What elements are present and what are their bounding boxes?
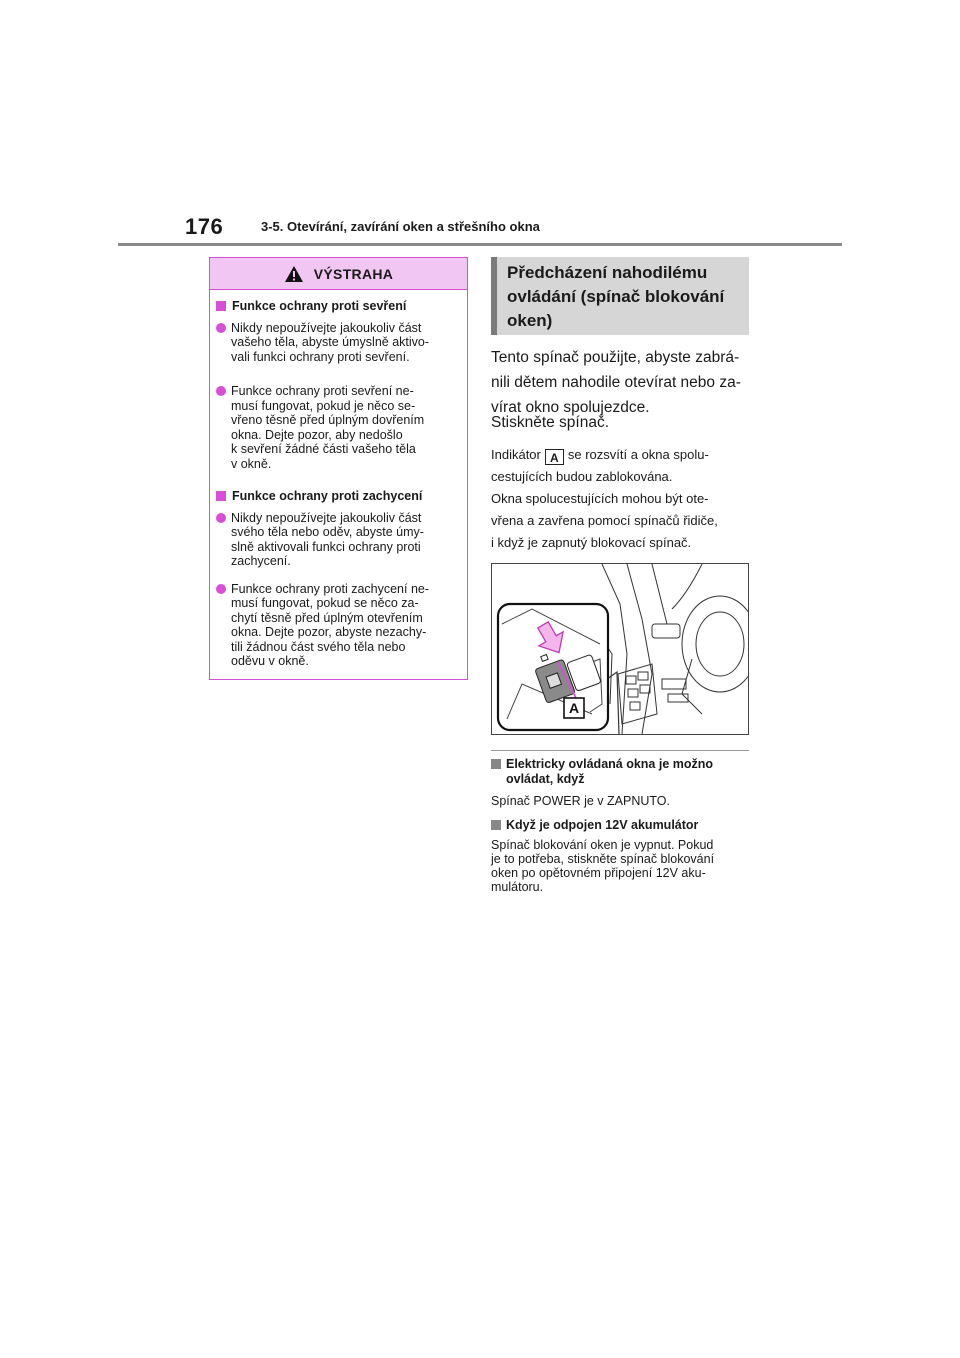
warning-section-heading: Funkce ochrany proti zachycení — [216, 489, 459, 504]
section-heading: Předcházení nahodilému ovládání (spínač blokování oken) — [491, 257, 749, 335]
figure-callout-a: A — [568, 700, 580, 716]
round-bullet-icon — [216, 386, 226, 396]
note-text: Spínač POWER je v ZAPNUTO. — [491, 794, 670, 808]
warning-bullet: Funkce ochrany proti sevření ne- musí fungovat, pokud je něco se- vřeno těsně před úplným dovřením okna. Dejte pozor, aby nedošlo k sevření žádné části vašeho těla v okně. — [216, 384, 459, 471]
dashboard-drawing — [492, 564, 748, 734]
passenger-note: Okna spolucestujících mohou být ote- vřena a zavřena pomocí spínačů řidiče, i když je zapnutý blokovací spínač. — [491, 491, 718, 550]
page-number: 176 — [185, 214, 224, 239]
round-bullet-icon — [216, 323, 226, 333]
note-heading: Když je odpojen 12V akumulátor — [491, 818, 753, 833]
square-bullet-icon — [491, 820, 501, 830]
instruction-text: Stiskněte spínač. — [491, 414, 610, 431]
warning-bullet: Nikdy nepoužívejte jakoukoliv část vašeho těla, abyste úmyslně aktivo- vali funkci ochrany proti sevření. — [216, 321, 459, 365]
header-rule — [118, 243, 842, 246]
warning-title: VÝSTRAHA — [313, 265, 394, 282]
square-bullet-icon — [491, 759, 501, 769]
notes-divider — [491, 750, 749, 751]
warning-header — [210, 258, 467, 290]
round-bullet-icon — [216, 584, 226, 594]
note-text: Spínač blokování oken je vypnut. Pokud je to potřeba, stiskněte spínač blokování oken po opětovném připojení 12V aku- mulátoru. — [491, 838, 715, 894]
warning-section-heading: Funkce ochrany proti sevření — [216, 299, 459, 314]
warning-bullet: Funkce ochrany proti zachycení ne- musí fungovat, pokud se něco za- chytí těsně před úplným otevřením okna. Dejte pozor, abyste nezachy- tili žádnou část svého těla nebo oděvu v okně. — [216, 582, 459, 669]
warning-body — [210, 290, 467, 669]
indicator-paragraph: Indikátor A se rozsvítí a okna spolu- cestujících budou zablokována. — [491, 447, 709, 484]
round-bullet-icon — [216, 513, 226, 523]
warning-bullet: Nikdy nepoužívejte jakoukoliv část svého těla nebo oděv, abyste úmy- slně aktivovali funkci ochrany proti zachycení. — [216, 511, 459, 569]
warning-box — [209, 257, 468, 680]
intro-paragraph: Tento spínač použijte, abyste zabrá- nili dětem nahodile otevírat nebo za- vírat okno spolujezdce. — [491, 349, 741, 416]
square-bullet-icon — [216, 491, 226, 501]
note-heading: Elektricky ovládaná okna je možno ovládat, když — [491, 757, 753, 787]
indicator-a-badge: A — [545, 449, 564, 465]
square-bullet-icon — [216, 301, 226, 311]
window-lock-switch-illustration — [491, 563, 749, 735]
section-title: 3-5. Otevírání, zavírání oken a střešního okna — [261, 219, 540, 234]
warning-triangle-icon — [284, 265, 304, 283]
